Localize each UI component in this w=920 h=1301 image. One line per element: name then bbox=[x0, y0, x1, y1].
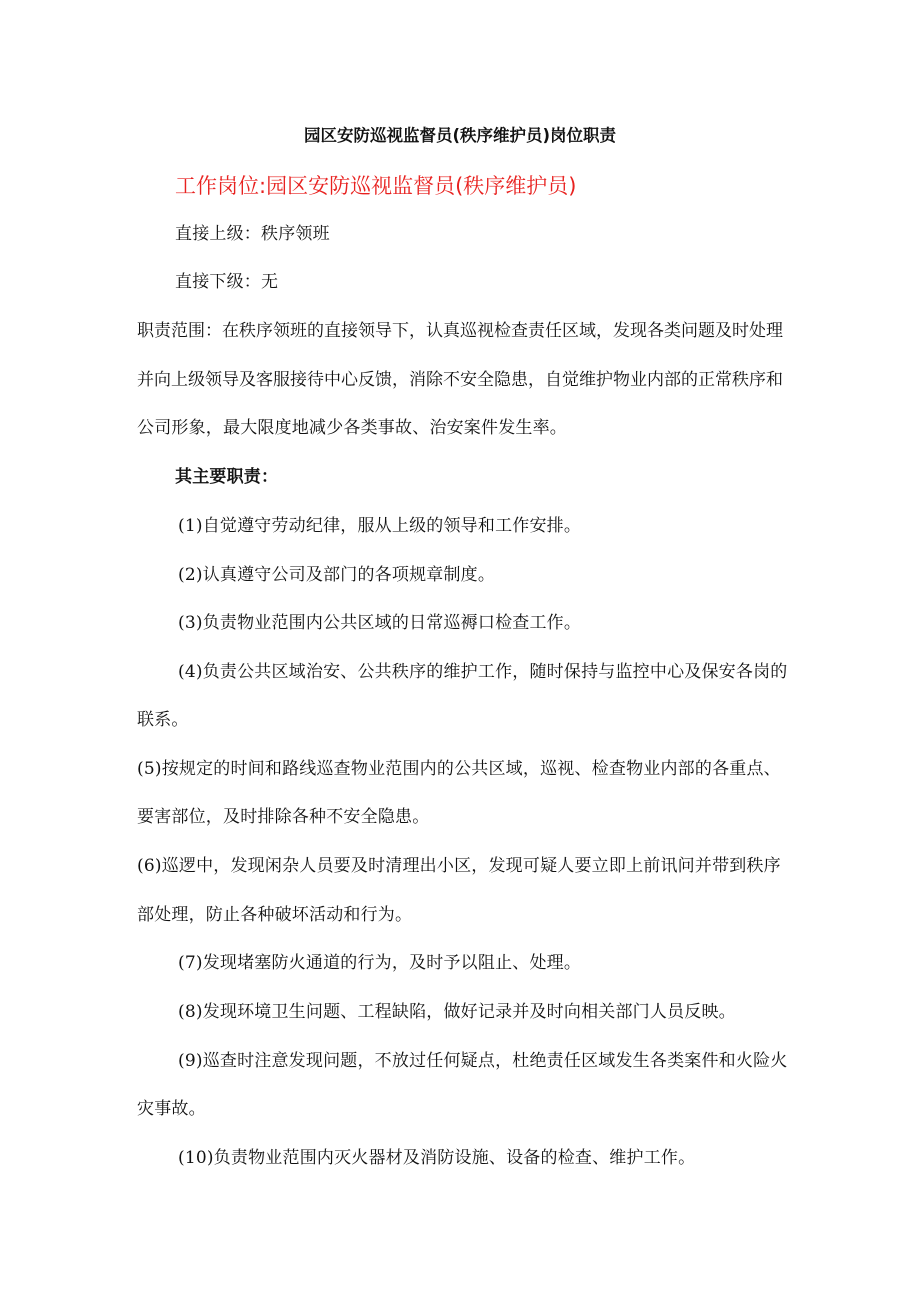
duty-text: 发现堵塞防火通道的行为，及时予以阻止、处理。 bbox=[202, 953, 582, 973]
duty-item bbox=[178, 611, 581, 635]
duty-item bbox=[178, 951, 581, 975]
duty-text: 负责物业范围内公共区域的日常巡褥口检查工作。 bbox=[202, 613, 582, 633]
duty-item bbox=[178, 1049, 788, 1073]
duty-number: (4) bbox=[178, 662, 203, 682]
document-title: 园区安防巡视监督员(秩序维护员)岗位职责 bbox=[303, 126, 617, 145]
duty-item bbox=[178, 1146, 695, 1170]
duty-text: 负责物业范围内灭火器材及消防设施、设备的检查、维护工作。 bbox=[213, 1148, 696, 1168]
duty-number: (8) bbox=[178, 1002, 203, 1022]
duty-continuation: 部处理，防止各种破坏活动和行为。 bbox=[137, 905, 413, 925]
duty-text: 巡查时注意发现问题，不放过任何疑点，杜绝责任区域发生各类案件和火险火 bbox=[202, 1051, 788, 1071]
duty-item bbox=[178, 1000, 736, 1024]
duty-item bbox=[137, 854, 781, 878]
work-post-value: 园区安防巡视监督员(秩序维护员) bbox=[266, 174, 577, 198]
duty-number: (2) bbox=[178, 565, 203, 585]
duty-item bbox=[178, 563, 495, 587]
duty-text: 巡逻中，发现闲杂人员要及时清理出小区，发现可疑人要立即上前讯问并带到秩序 bbox=[161, 856, 781, 876]
duty-text: 发现环境卫生问题、工程缺陷，做好记录并及时向相关部门人员反映。 bbox=[202, 1002, 736, 1022]
duty-text: 自觉遵守劳动纪律，服从上级的领导和工作安排。 bbox=[202, 516, 582, 536]
duty-text: 负责公共区域治安、公共秩序的维护工作，随时保持与监控中心及保安各岗的 bbox=[202, 662, 788, 682]
duty-number: (7) bbox=[178, 953, 203, 973]
duty-number: (10) bbox=[178, 1148, 214, 1168]
scope-line: 并向上级领导及客服接待中心反馈，消除不安全隐患，自觉维护物业内部的正常秩序和 bbox=[137, 370, 783, 390]
duty-number: (6) bbox=[137, 856, 162, 876]
duty-continuation: 灾事故。 bbox=[137, 1099, 206, 1119]
duty-continuation: 要害部位，及时排除各种不安全隐患。 bbox=[137, 807, 430, 827]
scope-line: 公司形象，最大限度地减少各类事故、治安案件发生率。 bbox=[137, 418, 567, 438]
work-post-label: 工作岗位: bbox=[175, 174, 267, 198]
duty-number: (5) bbox=[137, 759, 162, 779]
duty-text: 认真遵守公司及部门的各项规章制度。 bbox=[202, 565, 496, 585]
duty-number: (3) bbox=[178, 613, 203, 633]
duties-heading: 其主要职责： bbox=[175, 467, 279, 487]
duty-item bbox=[178, 660, 788, 684]
duty-item bbox=[178, 514, 581, 538]
direct-subordinate: 直接下级：无 bbox=[175, 272, 279, 292]
scope-line: 职责范围：在秩序领班的直接领导下，认真巡视检查责任区域，发现各类问题及时处理 bbox=[137, 321, 783, 341]
direct-superior: 直接上级：秩序领班 bbox=[175, 224, 330, 244]
duty-number: (1) bbox=[178, 516, 203, 536]
duty-text: 按规定的时间和路线巡查物业范围内的公共区域，巡视、检查物业内部的各重点、 bbox=[161, 759, 781, 779]
duty-number: (9) bbox=[178, 1051, 203, 1071]
duty-continuation: 联系。 bbox=[137, 710, 189, 730]
work-post bbox=[175, 172, 576, 200]
duty-item bbox=[137, 757, 781, 781]
